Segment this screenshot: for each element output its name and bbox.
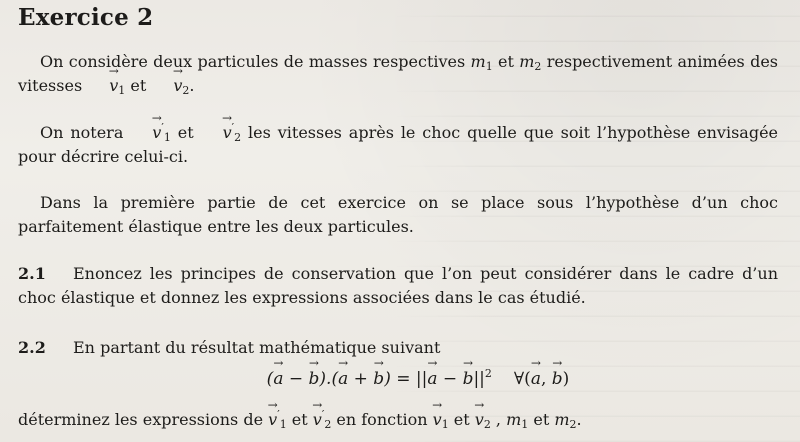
mass-m2: $m_2$	[554, 410, 577, 431]
velocity-v2: → $v_2$	[475, 410, 491, 429]
question-2-2	[18, 336, 778, 360]
question-2-2-number: 2.2	[18, 338, 46, 357]
p2-text-b: et	[170, 123, 201, 142]
paragraph-particles	[18, 50, 778, 98]
velocity-v2: → $v_2$	[151, 76, 189, 95]
p1-text-a: On considère deux particules de masses respectives	[40, 52, 471, 71]
velocity-v1-prime: → $v'_1$	[130, 123, 171, 142]
exercise-title: Exercice 2	[18, 4, 154, 31]
p1-text-e: .	[189, 76, 195, 95]
question-2-1	[18, 262, 778, 310]
question-2-2-text: En partant du résultat mathématique suivant	[73, 338, 441, 357]
p1-text-b: et	[492, 52, 520, 71]
p2-text-a: On notera	[40, 123, 131, 142]
question-2-1-number: 2.1	[18, 264, 46, 283]
mass-m1: $m_1$	[470, 52, 493, 73]
vector-identity-equation: (→ a − → b).(→ a + → b) = ||→ a − → $b||^2$ ∀(→ a, → b)	[248, 366, 588, 392]
paragraph-hypothesis: Dans la première partie de cet exercice on se place sous l’hypothèse d’un choc parfaitement élastique entre les deux particules.	[18, 193, 778, 236]
velocity-v1: → $v_1$	[433, 410, 449, 429]
p1-text-d: et	[125, 76, 152, 95]
mass-m2: $m_2$	[519, 52, 542, 73]
final-instruction-line: déterminez les expressions de → $v'_1$ et → $v'_2$ en fonction → $v_1$ et → $v_2$ , $m_1$ et $m_2$.	[18, 408, 778, 432]
velocity-v1-prime: → $v'_1$	[268, 410, 287, 429]
velocity-v1: → $v_1$	[87, 76, 125, 95]
paragraph-notation	[18, 121, 778, 169]
p1-text-c: respectivement animées des vitesses	[18, 52, 778, 95]
velocity-v2-prime: → $v'_2$	[201, 123, 242, 142]
velocity-v2-prime: → $v'_2$	[313, 410, 332, 429]
question-2-1-text: Enoncez les principes de conservation que l’on peut considérer dans le cadre d’un choc élastique et donnez les expressions associées dans le cas étudié.	[18, 264, 778, 307]
mass-m1: $m_1$	[506, 410, 529, 431]
p2-text-c: les vitesses après le choc quelle que soit l’hypothèse envisagée pour décrire celui-ci.	[18, 123, 779, 166]
